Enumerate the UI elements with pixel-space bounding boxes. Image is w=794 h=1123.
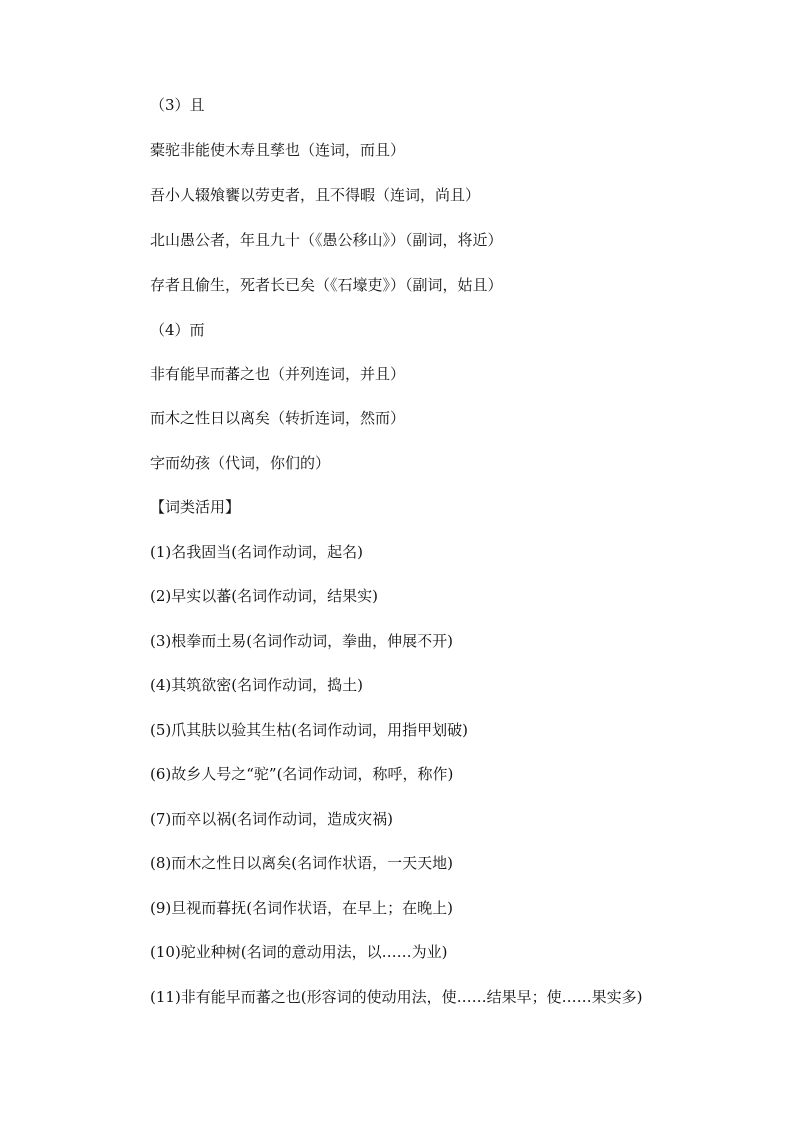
list-item: (1)名我固当(名词作动词，起名) [150,543,363,561]
example-line: 北山愚公者，年且九十（《愚公移山》）（副词，将近） [150,231,503,249]
example-line: 存者且偷生，死者长已矣（《石壕吏》）（副词，姑且） [150,276,503,294]
list-item: (4)其筑欲密(名词作动词，捣土) [150,676,363,694]
list-item: (7)而卒以祸(名词作动词，造成灾祸) [150,810,393,828]
list-item: (2)早实以蕃(名词作动词，结果实) [150,587,378,605]
list-item: (5)爪其肤以验其生枯(名词作动词，用指甲划破) [150,721,468,739]
list-item: (11)非有能早而蕃之也(形容词的使动用法，使……结果早；使……果实多) [150,988,643,1006]
list-item: (3)根拳而土易(名词作动词，拳曲，伸展不开) [150,632,453,650]
example-line: 非有能早而蕃之也（并列连词，并且） [150,365,406,383]
list-item: (6)故乡人号之“驼”(名词作动词，称呼，称作) [150,765,454,783]
section-heading-cilei: 【词类活用】 [150,498,241,516]
example-line: 吾小人辍飧饔以劳吏者，且不得暇（连词，尚且） [150,186,481,204]
section-heading-qie: （3）且 [150,96,205,114]
example-line: 字而幼孩（代词，你们的） [150,454,331,472]
list-item: (8)而木之性日以离矣(名词作状语，一天天地) [150,854,453,872]
section-heading-er: （4）而 [150,321,205,339]
example-line: 而木之性日以离矣（转折连词，然而） [150,409,406,427]
example-line: 橐驼非能使木寿且孳也（连词，而且） [150,141,406,159]
list-item: (10)驼业种树(名词的意动用法，以……为业) [150,943,448,961]
list-item: (9)旦视而暮抚(名词作状语，在早上；在晚上) [150,899,453,917]
